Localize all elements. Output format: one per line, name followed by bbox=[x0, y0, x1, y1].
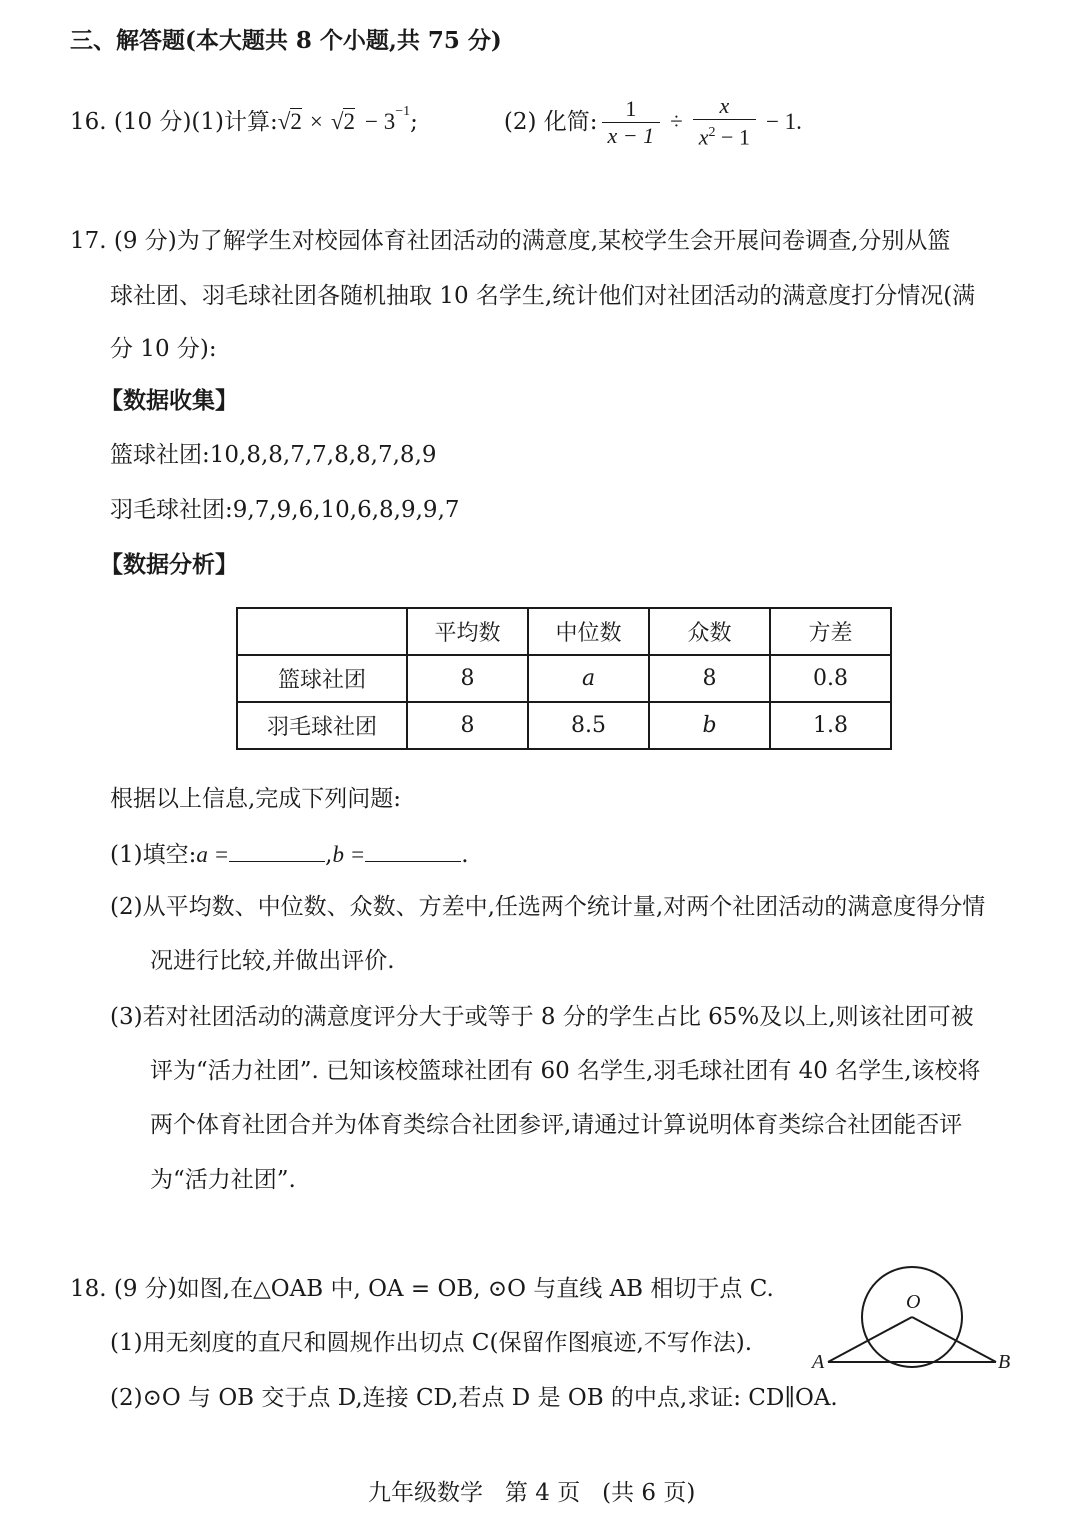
q17-sub-3-line-2: 评为“活力社团”. 已知该校篮球社团有 60 名学生,羽毛球社团有 40 名学生,该校将 bbox=[150, 1058, 981, 1084]
table-header-cell: 方差 bbox=[770, 608, 891, 655]
table-cell: 8 bbox=[649, 655, 770, 702]
table-cell: 1.8 bbox=[770, 702, 891, 749]
q18-line-1: 18. (9 分)如图,在△OAB 中, OA = OB, ⊙O 与直线 AB 相切于点 C. bbox=[70, 1276, 774, 1302]
question-16 bbox=[70, 92, 802, 152]
table-cell: 篮球社团 bbox=[237, 655, 407, 702]
answer-blank-a[interactable] bbox=[229, 839, 325, 862]
table-header-row bbox=[237, 608, 891, 655]
q16-part2-tail: − 1. bbox=[765, 109, 802, 134]
q16-head: 16. (10 分)(1)计算: bbox=[70, 109, 278, 135]
table-cell: 羽毛球社团 bbox=[237, 702, 407, 749]
q17-sub-3-line-3: 两个体育社团合并为体育类综合社团参评,请通过计算说明体育类综合社团能否评 bbox=[150, 1112, 963, 1138]
table-header-cell: 众数 bbox=[649, 608, 770, 655]
table-header-cell: 平均数 bbox=[407, 608, 528, 655]
q18-line-3: (2)⊙O 与 OB 交于点 D,连接 CD,若点 D 是 OB 的中点,求证: CD∥OA. bbox=[110, 1385, 838, 1411]
q16-part2-head: (2) 化简: bbox=[503, 109, 598, 135]
table-row bbox=[237, 655, 891, 702]
answer-blank-b[interactable] bbox=[365, 839, 461, 862]
q17-line-2: 球社团、羽毛球社团各随机抽取 10 名学生,统计他们对社团活动的满意度打分情况(满 bbox=[110, 283, 976, 309]
segment-oa bbox=[828, 1317, 912, 1362]
statistics-table bbox=[236, 607, 892, 750]
section-title: 三、解答题(本大题共 8 个小题,共 75 分) bbox=[70, 27, 502, 54]
segment-ob bbox=[912, 1317, 996, 1362]
geometry-figure bbox=[808, 1262, 1028, 1382]
fraction-2: $\frac{x}{x^2 - 1}$ bbox=[693, 93, 756, 150]
table-cell: 8.5 bbox=[528, 702, 649, 749]
fraction-1: $\frac{1}{x - 1}$ bbox=[602, 96, 661, 149]
table-cell: b bbox=[649, 702, 770, 749]
table-cell: a bbox=[528, 655, 649, 702]
badminton-data: 羽毛球社团:9,7,9,6,10,6,8,9,9,7 bbox=[110, 497, 460, 523]
table-cell: 0.8 bbox=[770, 655, 891, 702]
basketball-data: 篮球社团:10,8,8,7,7,8,8,7,8,9 bbox=[110, 442, 437, 468]
q16-sqrt-b: √2 bbox=[330, 109, 355, 134]
table-cell: 8 bbox=[407, 702, 528, 749]
label-o: O bbox=[906, 1291, 921, 1313]
data-analysis-heading: 【数据分析】 bbox=[100, 551, 238, 578]
q16-times: × bbox=[309, 109, 323, 134]
q16-sqrt-a: √2 bbox=[277, 109, 302, 134]
data-collection-heading: 【数据收集】 bbox=[100, 387, 238, 414]
q17-sub-2-line-2: 况进行比较,并做出评价. bbox=[150, 948, 395, 974]
q18-line-2: (1)用无刻度的直尺和圆规作出切点 C(保留作图痕迹,不写作法). bbox=[110, 1330, 753, 1356]
q17-sub-3-line-4: 为“活力社团”. bbox=[150, 1167, 296, 1193]
page-footer: 九年级数学 第 4 页 (共 6 页) bbox=[368, 1480, 696, 1506]
q17-prompt: 根据以上信息,完成下列问题: bbox=[110, 786, 402, 812]
table-cell: 8 bbox=[407, 655, 528, 702]
q17-sub-3-line-1: (3)若对社团活动的满意度评分大于或等于 8 分的学生占比 65%及以上,则该社团可被 bbox=[110, 1004, 974, 1030]
q16-end: ; bbox=[410, 109, 418, 135]
q17-sub-2-line-1: (2)从平均数、中位数、众数、方差中,任选两个统计量,对两个社团活动的满意度得分情 bbox=[110, 894, 986, 920]
q17-line-3: 分 10 分): bbox=[110, 336, 217, 362]
divide-sign: ÷ bbox=[670, 109, 683, 134]
label-b: B bbox=[998, 1351, 1011, 1373]
table-header-cell bbox=[237, 608, 407, 655]
table-row bbox=[237, 702, 891, 749]
q17-sub-1: (1)填空:a = ,b = . bbox=[110, 839, 469, 870]
q16-exp: −1 bbox=[395, 104, 411, 119]
q17-line-1: 17. (9 分)为了解学生对校园体育社团活动的满意度,某校学生会开展问卷调查,分别从篮 bbox=[70, 228, 951, 254]
label-a: A bbox=[812, 1351, 825, 1373]
q16-tail: − 3 bbox=[364, 109, 396, 134]
table-header-cell: 中位数 bbox=[528, 608, 649, 655]
